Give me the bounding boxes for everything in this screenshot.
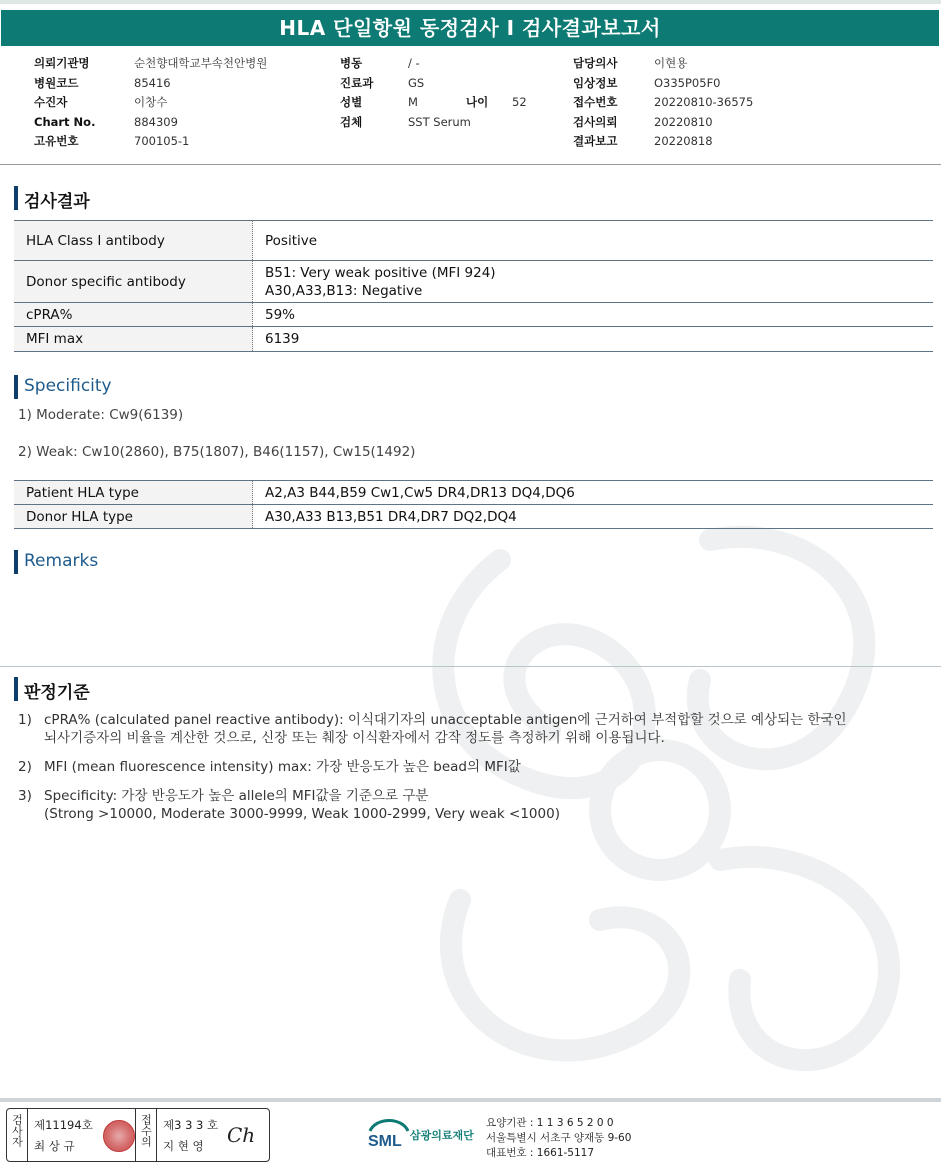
specificity-item: 2) Weak: Cw10(2860), B75(1807), B46(1157), Cw15(1492) [18, 444, 416, 460]
criteria-line: Specificity: 가장 반응도가 높은 allele의 MFI값을 기준으로 구분 [44, 788, 429, 804]
criteria-item [18, 711, 918, 749]
table-row [14, 505, 933, 529]
criteria-num: 3) [18, 788, 32, 804]
specificity-item: 1) Moderate: Cw9(6139) [18, 407, 184, 423]
report-title: HLA 단일항원 동정검사 I 검사결과보고서 [1, 10, 939, 46]
info-value: 700105-1 [134, 134, 190, 148]
criteria-line: MFI (mean fluorescence intensity) max: 가장 반응도가 높은 bead의 MFI값 [44, 759, 521, 775]
heading-bar [14, 677, 18, 701]
age-label: 나이 [466, 95, 489, 109]
approver-name: 지 현 영 [163, 1139, 204, 1153]
criteria-num: 2) [18, 759, 32, 775]
info-value: 이현용 [654, 56, 688, 70]
row-key: MFI max [14, 327, 253, 352]
row-value: 6139 [265, 331, 300, 347]
info-label: 의뢰기관명 [34, 56, 90, 70]
row-key: Donor HLA type [14, 505, 253, 529]
criteria-item [18, 787, 918, 825]
info-label: 고유번호 [34, 134, 79, 148]
info-label: 병원코드 [34, 75, 79, 90]
results-table [14, 220, 933, 352]
info-value: / - [408, 56, 420, 70]
info-label: 수진자 [34, 95, 68, 109]
sml-logo-icon [366, 1115, 412, 1151]
row-value: Positive [265, 232, 318, 249]
info-value: 20220810-36575 [654, 95, 754, 109]
info-value: M [408, 95, 418, 109]
info-label: 검체 [340, 114, 363, 129]
info-label: 성별 [340, 95, 363, 109]
criteria-line: cPRA% (calculated panel reactive antibody): 이식대기자의 unacceptable antigen에 근거하여 부적합할 것으로 예상되는 한국인 [44, 712, 847, 728]
footer-rule [0, 1098, 941, 1102]
criteria-line: (Strong >10000, Moderate 3000-9999, Weak 1000-2999, Very weak <1000) [44, 806, 560, 822]
info-label: Chart No. [34, 114, 96, 129]
inspector-license: 제11194호 [34, 1118, 93, 1132]
info-value: 순천향대학교부속천안병원 [134, 56, 268, 70]
row-key: HLA Class I antibody [14, 221, 253, 261]
criteria-heading-text: 판정기준 [24, 683, 90, 703]
row-key: cPRA% [14, 303, 253, 327]
info-value: 85416 [134, 75, 171, 90]
info-value: 20220810 [654, 114, 713, 129]
remarks-heading-text: Remarks [24, 551, 99, 571]
heading-bar [14, 186, 18, 210]
heading-bar [14, 550, 18, 574]
row-value: 59% [265, 306, 296, 323]
svg-text:SML: SML [368, 1133, 402, 1150]
info-label: 접수번호 [573, 95, 618, 109]
dsa-line-2: A30,A33,B13: Negative [265, 282, 423, 299]
criteria-item [18, 758, 918, 778]
table-row [14, 327, 933, 352]
info-value: 이창수 [134, 95, 168, 109]
row-value: A2,A3 B44,B59 Cw1,Cw5 DR4,DR13 DQ4,DQ6 [265, 484, 575, 501]
signature: Ch [227, 1123, 256, 1147]
approver-license: 제3 3 3 호 [163, 1118, 219, 1132]
info-label: 결과보고 [573, 134, 618, 148]
row-value: A30,A33 B13,B51 DR4,DR7 DQ2,DQ4 [265, 508, 517, 525]
cell-divider [27, 1109, 28, 1161]
results-heading-text: 검사결과 [24, 192, 90, 212]
remarks-divider [0, 666, 941, 667]
info-value: O335P05F0 [654, 75, 721, 90]
info-label: 병동 [340, 56, 363, 70]
info-column-1 [34, 56, 267, 154]
address: 서울특별시 서초구 양재동 9-60 [486, 1132, 632, 1144]
official-seal [103, 1120, 135, 1152]
info-value: 20220818 [654, 134, 713, 148]
table-row [14, 221, 933, 261]
approver-label: 접수의 [139, 1114, 153, 1147]
info-column-2 [340, 56, 527, 134]
criteria-line: 뇌사기증자의 비율을 계산한 것으로, 신장 또는 췌장 이식환자에서 감작 정도를 측정하기 위해 이용됩니다. [44, 730, 665, 746]
table-row [14, 303, 933, 327]
info-column-3 [573, 56, 753, 154]
top-rule [0, 0, 941, 4]
info-value: GS [408, 75, 425, 90]
cell-divider [156, 1109, 157, 1161]
specificity-heading-text: Specificity [24, 376, 112, 396]
info-value: 884309 [134, 114, 178, 129]
table-row [14, 261, 933, 303]
row-key: Donor specific antibody [14, 261, 253, 303]
inspector-label: 검사자 [10, 1114, 24, 1147]
logo-text: 삼광의료재단 [410, 1129, 474, 1142]
inspector-name: 최 상 규 [34, 1139, 75, 1153]
table-row [14, 481, 933, 505]
criteria-num: 1) [18, 712, 32, 728]
phone: 대표번호 : 1661-5117 [486, 1147, 595, 1159]
dsa-line-1: B51: Very weak positive (MFI 924) [265, 264, 496, 281]
info-label: 진료과 [340, 75, 374, 90]
info-label: 담당의사 [573, 56, 618, 70]
heading-bar [14, 375, 18, 399]
row-key: Patient HLA type [14, 481, 253, 505]
row-value [253, 261, 934, 303]
signature-box [6, 1108, 270, 1162]
info-label: 임상정보 [573, 75, 618, 90]
header-divider [0, 164, 941, 165]
info-value: SST Serum [408, 114, 471, 129]
institution-code: 요양기관 : 1 1 3 6 5 2 0 0 [486, 1117, 614, 1129]
age-value: 52 [512, 95, 527, 109]
hla-type-table [14, 480, 933, 529]
info-label: 검사의뢰 [573, 114, 618, 129]
